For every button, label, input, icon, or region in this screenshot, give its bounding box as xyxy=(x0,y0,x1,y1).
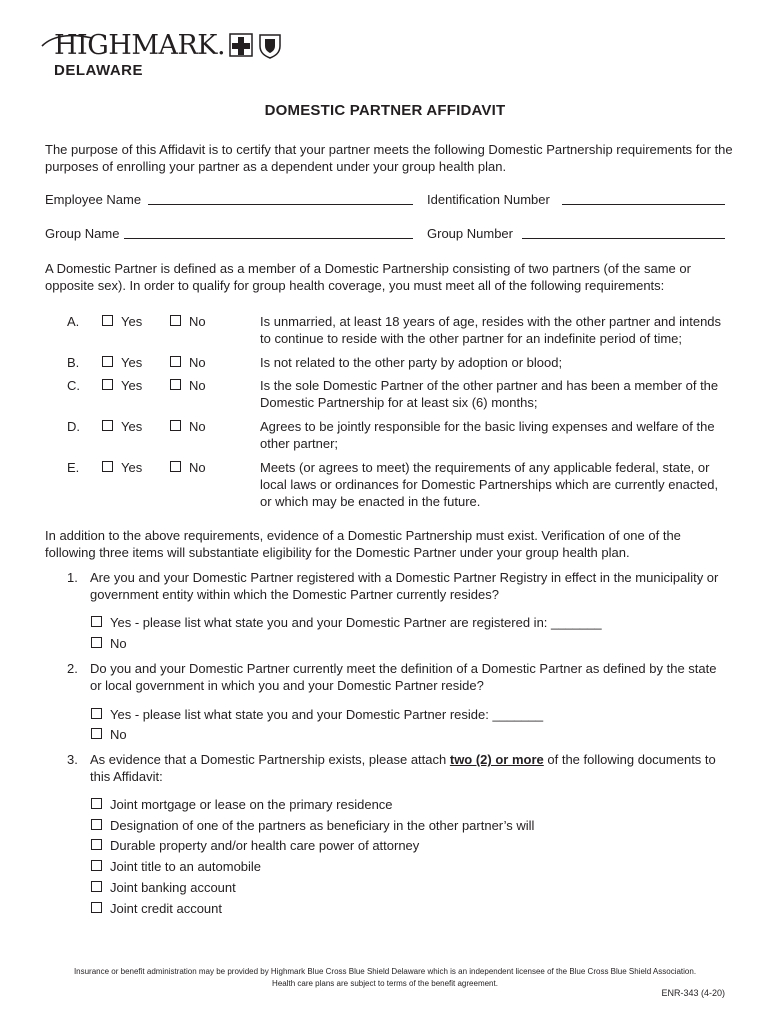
question-1-yes-option[interactable] xyxy=(91,614,602,631)
yes-label: Yes xyxy=(121,419,143,434)
requirement-b-no-checkbox[interactable] xyxy=(170,354,206,371)
checkbox-icon xyxy=(102,356,113,367)
question-text: Do you and your Domestic Partner currently meet the definition of a Domestic Partner as defined by the state or local government in which you and your Domestic Partner reside? xyxy=(90,661,717,693)
requirement-text: Is not related to the other party by adoption or blood; xyxy=(260,355,563,370)
requirement-a-no-checkbox[interactable] xyxy=(170,313,206,330)
document-option[interactable] xyxy=(91,900,222,917)
checkbox-icon xyxy=(91,819,102,830)
requirement-text: Agrees to be jointly responsible for the basic living expenses and welfare of the other partner; xyxy=(260,419,715,451)
option-label: Joint banking account xyxy=(110,880,236,895)
checkbox-icon xyxy=(91,902,102,913)
employee-name-label: Employee Name xyxy=(45,192,142,207)
checkbox-icon xyxy=(91,708,102,719)
question-number: 1. xyxy=(67,570,78,585)
requirement-d-no-checkbox[interactable] xyxy=(170,418,206,435)
checkbox-icon xyxy=(102,315,113,326)
footer-disclaimer: Insurance or benefit administration may be provided by Highmark Blue Cross Blue Shield Delaware which is an independent licensee of the Blue Cross Blue Shield Association. xyxy=(73,967,697,976)
checkbox-icon xyxy=(170,315,181,326)
requirement-b-yes-checkbox[interactable] xyxy=(102,354,142,371)
employee-name-field[interactable] xyxy=(148,204,413,205)
requirement-text: Is the sole Domestic Partner of the other partner and has been a member of the Domestic Partnership for at least six (6) months; xyxy=(260,378,719,410)
yes-label: Yes xyxy=(121,460,143,475)
requirement-text: Is unmarried, at least 18 years of age, resides with the other partner and intends to continue to reside with the other partner for an indefinite period of time; xyxy=(260,314,722,346)
option-label: Designation of one of the partners as beneficiary in the other partner’s will xyxy=(110,818,535,833)
question-number: 2. xyxy=(67,661,78,676)
logo-region: DELAWARE xyxy=(54,62,144,79)
requirement-text: Meets (or agrees to meet) the requirements of any applicable federal, state, or local laws or ordinances for Domestic Partnerships which are currently enacted, or which may be enacted in the future. xyxy=(260,460,719,509)
checkbox-icon xyxy=(170,356,181,367)
document-option[interactable] xyxy=(91,858,261,875)
requirement-e-no-checkbox[interactable] xyxy=(170,459,206,476)
question-text: Are you and your Domestic Partner registered with a Domestic Partner Registry in effect in the municipality or government entity within which the Domestic Partner currently resides? xyxy=(90,570,719,602)
no-label: No xyxy=(189,419,206,434)
evidence-paragraph: In addition to the above requirements, evidence of a Domestic Partnership must exist. Verification of one of the following three items will substantiate eligibility for the Domestic Partner under your group health plan. xyxy=(45,528,681,560)
checkbox-icon xyxy=(91,728,102,739)
no-label: No xyxy=(189,460,206,475)
no-label: No xyxy=(189,314,206,329)
question-text-part: of the following documents to this Affidavit: xyxy=(90,752,716,784)
checkbox-icon xyxy=(91,798,102,809)
option-label: Joint mortgage or lease on the primary residence xyxy=(110,797,393,812)
document-option[interactable] xyxy=(91,796,393,813)
option-label: Joint credit account xyxy=(110,901,223,916)
requirement-letter: A. xyxy=(67,314,80,329)
checkbox-icon xyxy=(91,839,102,850)
checkbox-icon xyxy=(170,420,181,431)
checkbox-icon xyxy=(91,637,102,648)
option-label: Joint title to an automobile xyxy=(110,859,262,874)
identification-number-label: Identification Number xyxy=(427,192,550,207)
document-option[interactable] xyxy=(91,817,534,834)
requirement-c-yes-checkbox[interactable] xyxy=(102,377,142,394)
checkbox-icon xyxy=(91,860,102,871)
intro-paragraph: The purpose of this Affidavit is to certify that your partner meets the following Domestic Partnership requirements for the purposes of enrolling your partner as a dependent under your group health plan. xyxy=(45,142,733,174)
option-label: No xyxy=(110,636,127,651)
requirement-e-yes-checkbox[interactable] xyxy=(102,459,142,476)
question-text-part: As evidence that a Domestic Partnership exists, please attach xyxy=(90,752,450,767)
group-number-label: Group Number xyxy=(427,226,513,241)
option-label: Durable property and/or health care power of attorney xyxy=(110,838,420,853)
question-1-no-option[interactable] xyxy=(91,635,127,652)
question-2-yes-option[interactable] xyxy=(91,706,543,723)
requirement-letter: D. xyxy=(67,419,80,434)
requirement-d-yes-checkbox[interactable] xyxy=(102,418,142,435)
highmark-delaware-logo xyxy=(40,30,280,86)
no-label: No xyxy=(189,378,206,393)
requirement-letter: E. xyxy=(67,460,80,475)
footer xyxy=(40,966,730,990)
checkbox-icon xyxy=(170,379,181,390)
yes-label: Yes xyxy=(121,378,143,393)
identification-number-field[interactable] xyxy=(562,204,725,205)
requirement-a-yes-checkbox[interactable] xyxy=(102,313,142,330)
checkbox-icon xyxy=(102,420,113,431)
page-title: DOMESTIC PARTNER AFFIDAVIT xyxy=(264,102,506,119)
blue-cross-blue-shield-icon xyxy=(228,32,288,60)
definition-paragraph: A Domestic Partner is defined as a member of a Domestic Partnership consisting of two partners (of the same or opposite sex). In order to qualify for group health coverage, you must meet all of the following requirements: xyxy=(45,261,691,293)
question-text xyxy=(90,751,730,785)
checkbox-icon xyxy=(102,461,113,472)
option-label: Yes - please list what state you and your Domestic Partner are registered in: _______ xyxy=(110,615,602,630)
requirement-c-no-checkbox[interactable] xyxy=(170,377,206,394)
checkbox-icon xyxy=(102,379,113,390)
question-2-no-option[interactable] xyxy=(91,726,127,743)
checkbox-icon xyxy=(170,461,181,472)
option-label: No xyxy=(110,727,127,742)
no-label: No xyxy=(189,355,206,370)
yes-label: Yes xyxy=(121,355,143,370)
question-number: 3. xyxy=(67,752,78,767)
footer-terms: Health care plans are subject to terms of the benefit agreement. xyxy=(272,979,498,988)
checkbox-icon xyxy=(91,881,102,892)
logo-wordmark: HIGHMARK. xyxy=(54,30,226,61)
group-name-label: Group Name xyxy=(45,226,120,241)
checkbox-icon xyxy=(91,616,102,627)
document-option[interactable] xyxy=(91,879,236,896)
requirement-letter: C. xyxy=(67,378,80,393)
requirement-letter: B. xyxy=(67,355,80,370)
form-number: ENR-343 (4-20) xyxy=(661,988,725,998)
option-label: Yes - please list what state you and your Domestic Partner reside: _______ xyxy=(110,707,544,722)
group-name-field[interactable] xyxy=(124,238,413,239)
question-emphasis: two (2) or more xyxy=(449,752,544,767)
yes-label: Yes xyxy=(121,314,143,329)
group-number-field[interactable] xyxy=(522,238,725,239)
document-option[interactable] xyxy=(91,837,419,854)
